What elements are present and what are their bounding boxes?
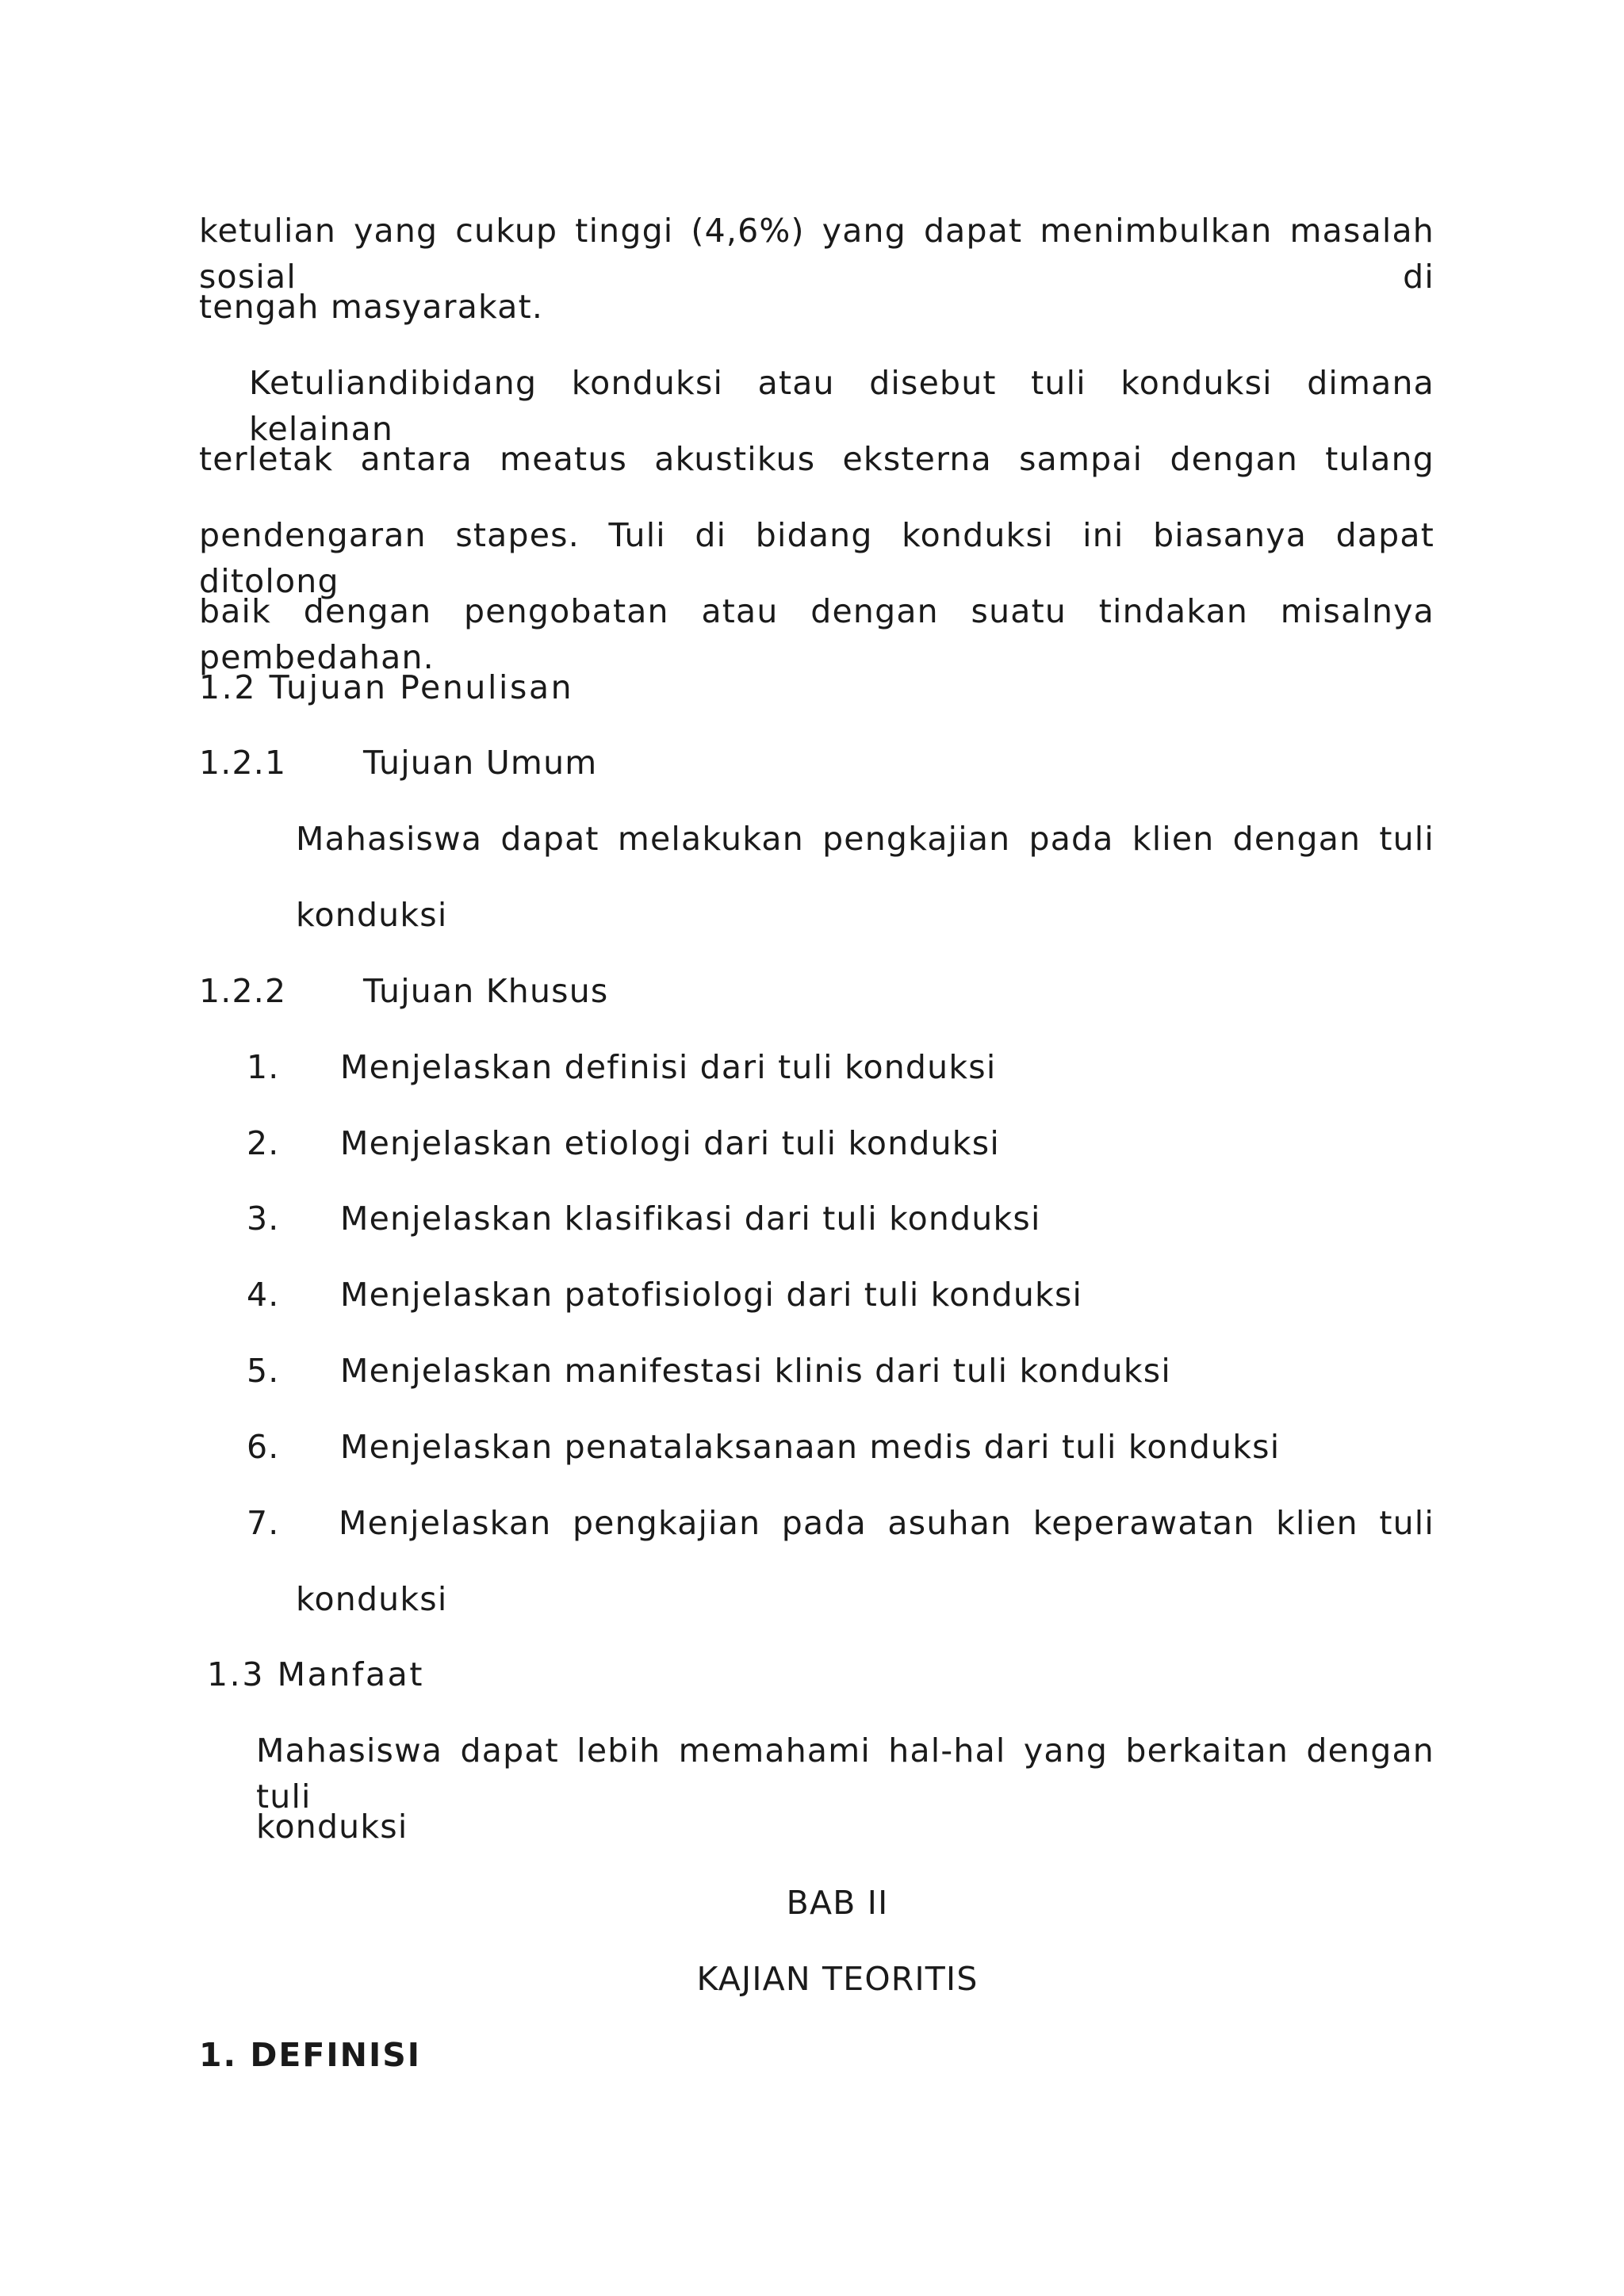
section-1-2-heading: 1.2 Tujuan Penulisan (199, 668, 574, 706)
subsection-1-2-2-number: 1.2.2 (199, 972, 287, 1010)
subsection-1-2-1-title: Tujuan Umum (363, 744, 598, 782)
conductive-line-2: terletak antara meatus akustikus eksterna sampai dengan tulang (199, 440, 1434, 478)
intro-line-2: tengah masyarakat. (199, 288, 544, 326)
subsection-1-2-2-title: Tujuan Khusus (363, 972, 609, 1010)
chapter-title: KAJIAN TEORITIS (696, 1960, 979, 1998)
list-item-continuation: konduksi (296, 1580, 448, 1618)
benefit-line-1: Mahasiswa dapat lebih memahami hal-hal yang berkaitan dengan tuli (256, 1732, 1434, 1816)
list-item: Menjelaskan manifestasi klinis dari tuli konduksi (340, 1352, 1171, 1390)
general-goal-line-2: konduksi (296, 896, 448, 934)
list-item: Menjelaskan patofisiologi dari tuli konduksi (340, 1276, 1083, 1314)
conductive-line-4: baik dengan pengobatan atau dengan suatu tindakan misalnya pembedahan. (199, 592, 1434, 676)
list-item: Menjelaskan penatalaksanaan medis dari tuli konduksi (340, 1428, 1281, 1466)
list-item-number: 1. (247, 1048, 280, 1086)
benefit-line-2: konduksi (256, 1808, 408, 1846)
list-item-number: 4. (247, 1276, 280, 1314)
definition-heading: 1. DEFINISI (199, 2036, 422, 2074)
list-item-number: 2. (247, 1124, 280, 1162)
general-goal-line-1: Mahasiswa dapat melakukan pengkajian pada klien dengan tuli (296, 820, 1434, 858)
list-item: Menjelaskan etiologi dari tuli konduksi (340, 1124, 1000, 1162)
conductive-line-3: pendengaran stapes. Tuli di bidang konduksi ini biasanya dapat ditolong (199, 516, 1434, 600)
list-item-number: 5. (247, 1352, 280, 1390)
list-item-number: 7. (247, 1504, 280, 1542)
list-item: Menjelaskan definisi dari tuli konduksi (340, 1048, 997, 1086)
list-item-number: 3. (247, 1200, 280, 1238)
conductive-line-1: Ketuliandibidang konduksi atau disebut tuli konduksi dimana kelainan (249, 364, 1434, 448)
chapter-label: BAB II (786, 1884, 889, 1922)
subsection-1-2-1-number: 1.2.1 (199, 744, 287, 782)
intro-line-1: ketulian yang cukup tinggi (4,6%) yang dapat menimbulkan masalah sosial di (199, 212, 1434, 296)
list-item: Menjelaskan klasifikasi dari tuli konduksi (340, 1200, 1041, 1238)
list-item: Menjelaskan pengkajian pada asuhan keperawatan klien tuli (339, 1504, 1434, 1542)
section-1-3-heading: 1.3 Manfaat (207, 1655, 425, 1693)
list-item-number: 6. (247, 1428, 280, 1466)
